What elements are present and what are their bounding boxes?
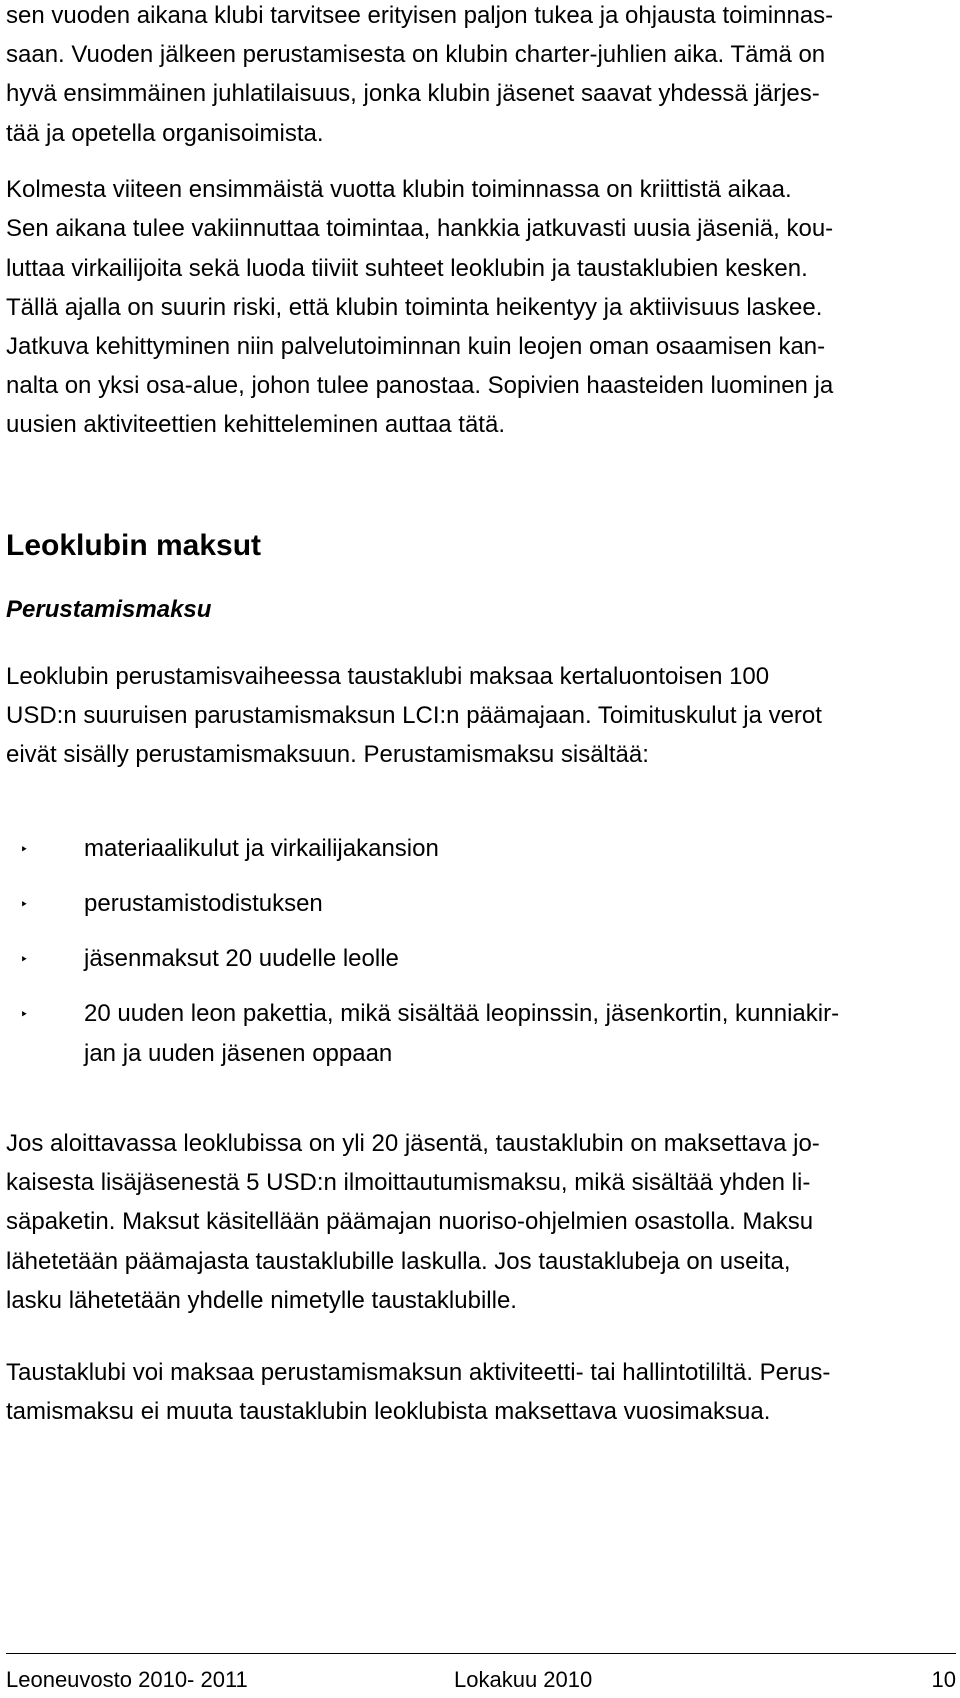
footer-left-text: Leoneuvosto 2010- 2011 bbox=[6, 1667, 248, 1692]
fee-line: USD:n suuruisen parustamismaksun LCI:n päämajaan. Toimituskulut ja verot bbox=[6, 702, 822, 729]
list-item-text: jan ja uuden jäsenen oppaan bbox=[84, 1040, 393, 1067]
list-item-text: 20 uuden leon pakettia, mikä sisältää leopinssin, jäsenkortin, kunniakir- bbox=[84, 1000, 840, 1027]
list-item-text: jäsenmaksut 20 uudelle leolle bbox=[84, 945, 399, 972]
bullet-icon: ‣ bbox=[20, 841, 29, 857]
critical-years-line: Kolmesta viiteen ensimmäistä vuotta klubin toiminnassa on kriittistä aikaa. bbox=[6, 176, 792, 203]
critical-years-line: luttaa virkailijoita sekä luoda tiiviit suhteet leoklubin ja taustaklubien kesken. bbox=[6, 255, 808, 282]
footer-center-text: Lokakuu 2010 bbox=[454, 1667, 593, 1692]
intro-line: sen vuoden aikana klubi tarvitsee erityisen paljon tukea ja ohjausta toiminnas- bbox=[6, 2, 834, 29]
extra-members-line: säpaketin. Maksut käsitellään päämajan nuoriso-ohjelmien osastolla. Maksu bbox=[6, 1208, 814, 1235]
list-item-text: materiaalikulut ja virkailijakansion bbox=[84, 835, 439, 862]
bullet-icon: ‣ bbox=[20, 1006, 29, 1022]
critical-years-line: Jatkuva kehittyminen niin palvelutoiminnan kuin leojen oman osaamisen kan- bbox=[6, 333, 826, 360]
bullet-icon: ‣ bbox=[20, 951, 29, 967]
footer-divider bbox=[6, 1653, 956, 1654]
critical-years-line: nalta on yksi osa-alue, johon tulee panostaa. Sopivien haasteiden luominen ja bbox=[6, 372, 834, 399]
document-page bbox=[6, 0, 956, 1698]
intro-line: tää ja opetella organisoimista. bbox=[6, 120, 324, 147]
fee-line: eivät sisälly perustamismaksuun. Perustamismaksu sisältää: bbox=[6, 741, 649, 768]
critical-years-line: Sen aikana tulee vakiinnuttaa toimintaa, hankkia jatkuvasti uusia jäseniä, kou- bbox=[6, 215, 834, 242]
critical-years-line: Tällä ajalla on suurin riski, että klubin toiminta heikentyy ja aktiivisuus laskee. bbox=[6, 294, 823, 321]
payment-line: Taustaklubi voi maksaa perustamismaksun aktiviteetti- tai hallintotililtä. Perus- bbox=[6, 1359, 831, 1386]
critical-years-line: uusien aktiviteettien kehitteleminen auttaa tätä. bbox=[6, 411, 505, 438]
intro-line: saan. Vuoden jälkeen perustamisesta on klubin charter-juhlien aika. Tämä on bbox=[6, 41, 826, 68]
extra-members-line: Jos aloittavassa leoklubissa on yli 20 jäsentä, taustaklubin on maksettava jo- bbox=[6, 1130, 820, 1157]
payment-line: tamismaksu ei muuta taustaklubin leoklubista maksettava vuosimaksua. bbox=[6, 1398, 771, 1425]
section-heading: Leoklubin maksut bbox=[6, 529, 262, 562]
extra-members-line: kaisesta lisäjäsenestä 5 USD:n ilmoittautumismaksu, mikä sisältää yhden li- bbox=[6, 1169, 811, 1196]
bullet-icon: ‣ bbox=[20, 896, 29, 912]
fee-line: Leoklubin perustamisvaiheessa taustaklubi maksaa kertaluontoisen 100 bbox=[6, 663, 770, 690]
extra-members-line: lähetetään päämajasta taustaklubille laskulla. Jos taustaklubeja on useita, bbox=[6, 1248, 791, 1275]
extra-members-line: lasku lähetetään yhdelle nimetylle taustaklubille. bbox=[6, 1287, 517, 1314]
page-number: 10 bbox=[931, 1667, 956, 1692]
list-item-text: perustamistodistuksen bbox=[84, 890, 323, 917]
subsection-heading: Perustamismaksu bbox=[6, 596, 212, 623]
intro-line: hyvä ensimmäinen juhlatilaisuus, jonka klubin jäsenet saavat yhdessä järjes- bbox=[6, 80, 820, 107]
